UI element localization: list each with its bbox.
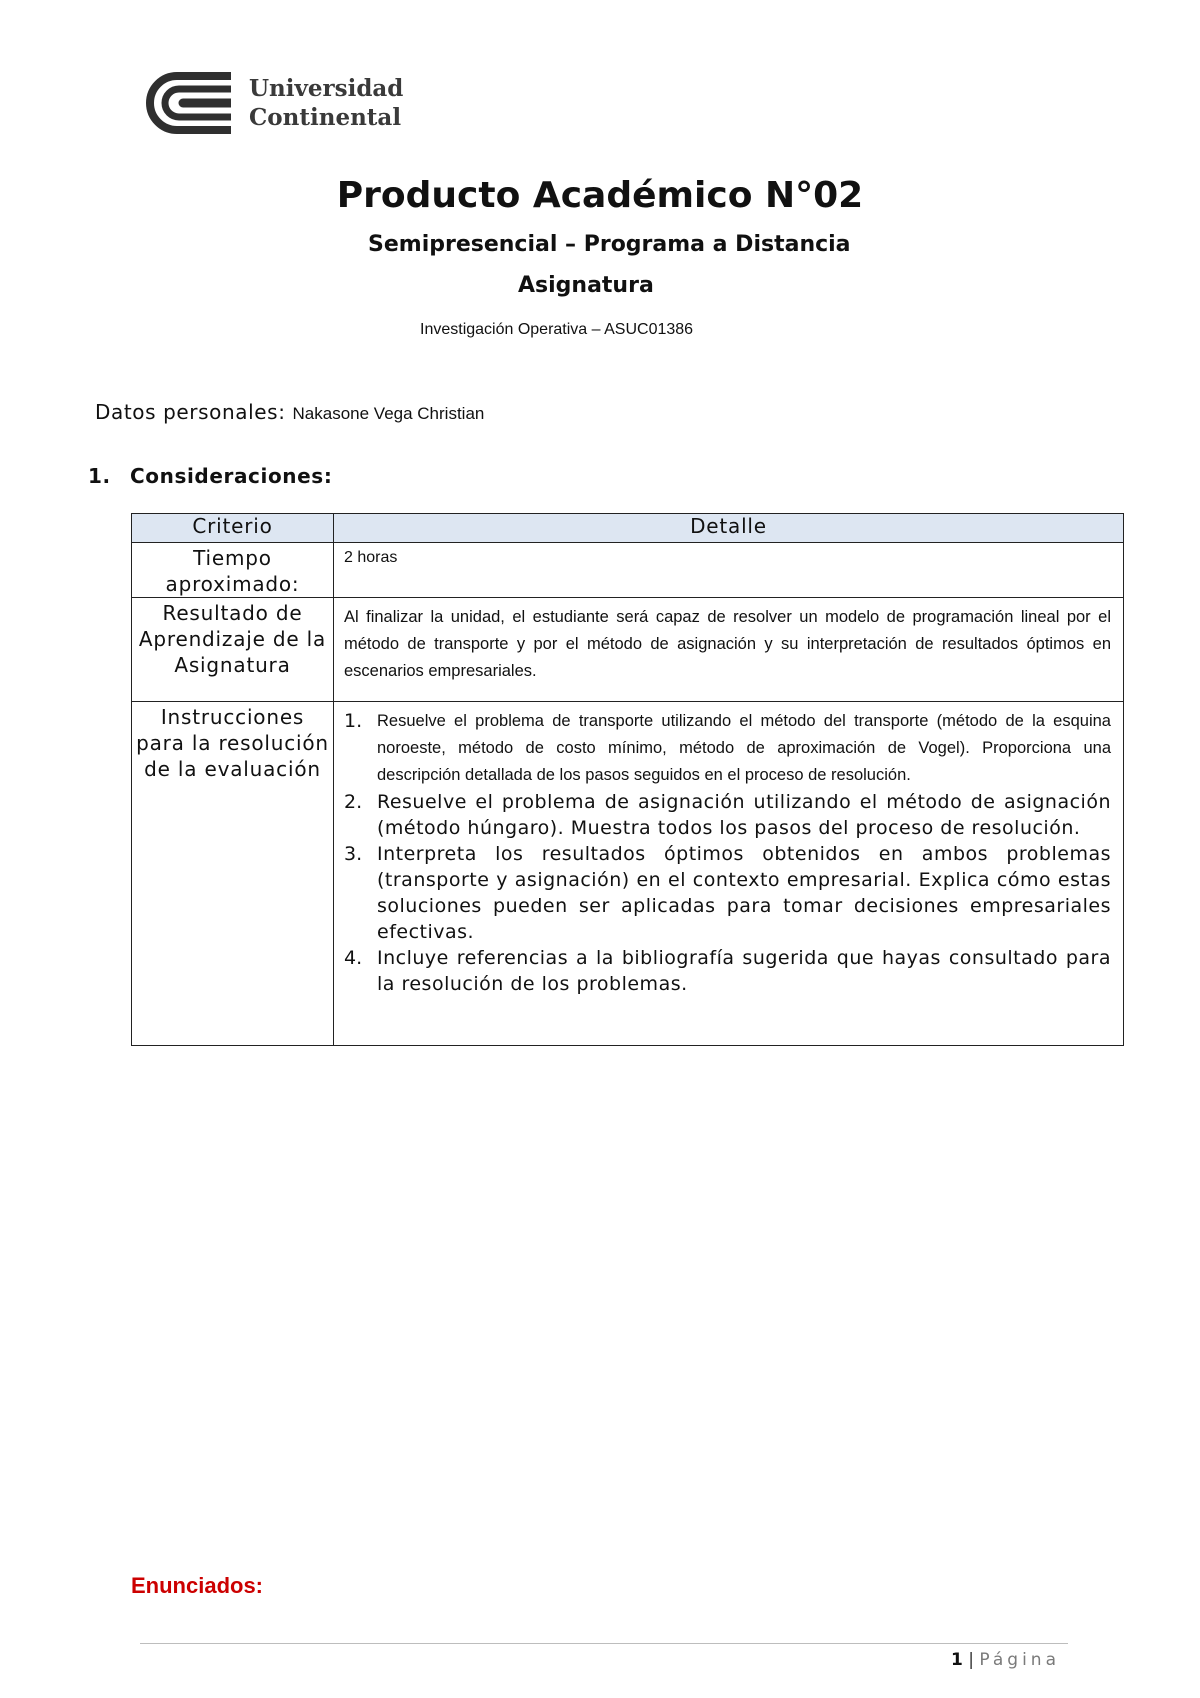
section-heading <box>88 464 332 488</box>
document-title: Producto Académico N°02 <box>336 175 864 216</box>
item-number: 1. <box>344 710 363 732</box>
page-number: 1 <box>950 1650 963 1670</box>
subject-label: Asignatura <box>518 273 654 298</box>
footer-divider <box>140 1643 1068 1644</box>
section-number: 1. <box>88 464 111 488</box>
row-detail-tiempo <box>334 543 1124 598</box>
item-number: 2. <box>344 791 363 813</box>
table-header-row <box>132 514 1124 543</box>
criteria-table <box>131 513 1124 1046</box>
enunciados-heading: Enunciados: <box>131 1573 264 1598</box>
personal-data-label: Datos personales: <box>95 400 286 424</box>
list-item <box>344 945 1111 997</box>
personal-data <box>95 400 484 424</box>
table-row <box>132 598 1124 702</box>
university-logo <box>143 70 403 136</box>
logo-line-1: Universidad <box>249 75 404 102</box>
university-logo-icon <box>143 70 235 136</box>
item-text: Resuelve el problema de transporte utilizando el método del transporte (método de la esquina noroeste, método de costo mínimo, método de aproximación de Vogel). Proporciona una descripción detallada de los pasos seguidos en el proceso de resolución. <box>377 712 1111 784</box>
row-detail-resultado <box>334 598 1124 702</box>
tiempo-value: 2 horas <box>344 549 398 566</box>
page-word: Página <box>979 1650 1060 1670</box>
table-row <box>132 543 1124 598</box>
table-row <box>132 702 1124 1046</box>
row-label-resultado: Resultado de Aprendizaje de la Asignatura <box>132 598 334 702</box>
university-logo-text <box>249 74 403 132</box>
item-number: 3. <box>344 843 363 865</box>
header-detalle: Detalle <box>334 514 1124 543</box>
document-subtitle: Semipresencial – Programa a Distancia <box>368 232 851 257</box>
list-item <box>344 708 1111 789</box>
instructions-list <box>344 708 1111 997</box>
list-item <box>344 841 1111 945</box>
page-footer <box>951 1650 1060 1670</box>
item-text: Resuelve el problema de asignación utilizando el método de asignación (método húngaro). Muestra todos los pasos del proceso de resolución. <box>377 791 1111 839</box>
row-label-instrucciones: Instrucciones para la resolución de la evaluación <box>132 702 334 1046</box>
item-text: Incluye referencias a la bibliografía sugerida que hayas consultado para la resolución de los problemas. <box>377 947 1111 995</box>
resultado-text: Al finalizar la unidad, el estudiante será capaz de resolver un modelo de programación lineal por el método de transporte y por el método de asignación y su interpretación de resultados óptimos en escenarios empresariales. <box>344 608 1111 680</box>
footer-separator: | <box>968 1650 974 1670</box>
logo-line-2: Continental <box>249 104 402 131</box>
item-number: 4. <box>344 947 363 969</box>
header-criterio: Criterio <box>132 514 334 543</box>
item-text: Interpreta los resultados óptimos obtenidos en ambos problemas (transporte y asignación) en el contexto empresarial. Explica cómo estas soluciones pueden ser aplicadas para tomar decisiones empresariales efectivas. <box>377 843 1111 943</box>
section-title: Consideraciones: <box>130 464 333 488</box>
row-label-tiempo: Tiempo aproximado: <box>132 543 334 598</box>
list-item <box>344 789 1111 841</box>
row-detail-instrucciones <box>334 702 1124 1046</box>
subject-name: Investigación Operativa – ASUC01386 <box>420 321 694 338</box>
personal-data-value: Nakasone Vega Christian <box>292 404 485 423</box>
